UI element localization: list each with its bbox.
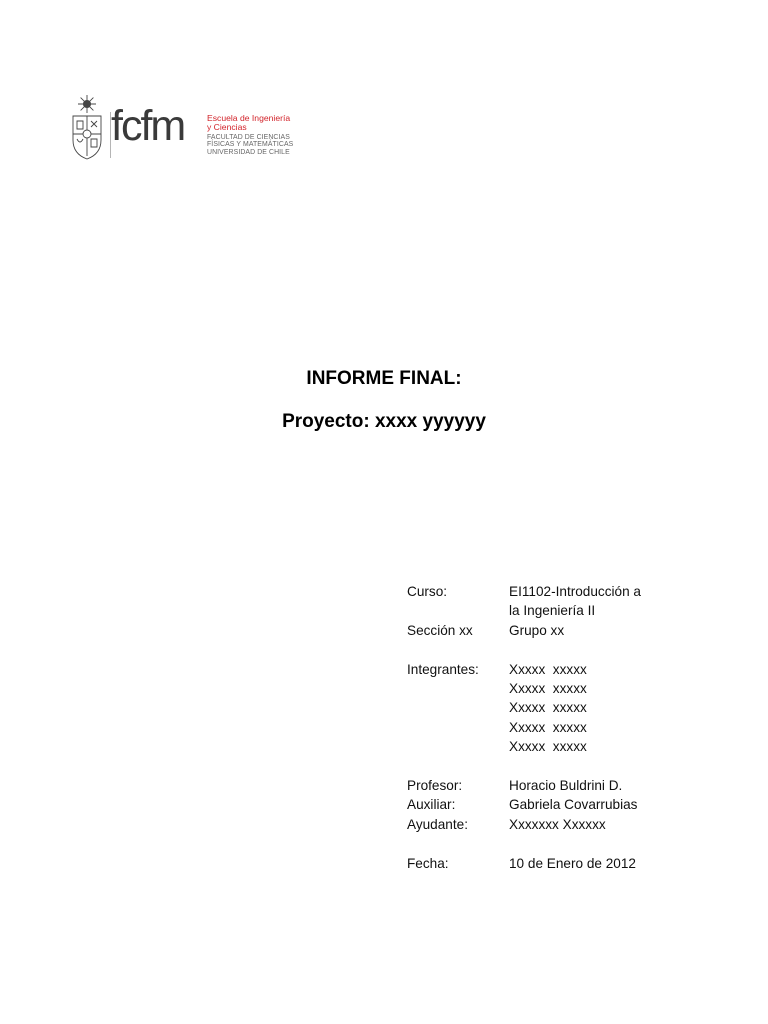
fecha-row (407, 854, 669, 873)
profesor-value: Horacio Buldrini D. (509, 778, 623, 794)
project-title: Proyecto: xxxx yyyyyy (282, 411, 486, 432)
curso-row (407, 582, 669, 601)
integrante-name: Xxxxx xxxxx (509, 700, 587, 716)
auxiliar-row (407, 795, 669, 814)
ayudante-label: Ayudante: (407, 816, 468, 832)
logo-faculty-text: FACULTAD DE CIENCIAS FÍSICAS Y MATEMÁTICAS UNIVERSIDAD DE CHILE (207, 134, 294, 156)
curso-value-cont: la Ingeniería II (509, 603, 596, 619)
profesor-label: Profesor: (407, 778, 463, 794)
university-crest-icon (70, 94, 104, 160)
fcfm-logo (70, 94, 300, 166)
curso-row-cont (407, 601, 669, 620)
integrante-name: Xxxxx xxxxx (509, 681, 587, 697)
fcfm-wordmark: fcfm (111, 102, 185, 150)
seccion-row (407, 621, 669, 640)
seccion-label: Sección xx (407, 622, 473, 638)
cover-details (407, 582, 669, 873)
curso-label: Curso: (407, 584, 448, 599)
integrantes-row (407, 660, 669, 679)
fecha-label: Fecha: (407, 855, 449, 871)
fecha-value: 10 de Enero de 2012 (509, 855, 636, 871)
integrantes-label: Integrantes: (407, 661, 479, 677)
auxiliar-value: Gabriela Covarrubias (509, 797, 638, 813)
auxiliar-label: Auxiliar: (407, 797, 456, 813)
logo-school-text: Escuela de Ingeniería y Ciencias (207, 113, 291, 132)
grupo-value: Grupo xx (509, 622, 565, 638)
ayudante-row (407, 815, 669, 834)
curso-value: EI1102-Introducción a (509, 584, 641, 599)
integrante-name: Xxxxx xxxxx (509, 719, 587, 735)
ayudante-value: Xxxxxxx Xxxxxx (509, 816, 606, 832)
report-title: INFORME FINAL: (306, 368, 462, 389)
integrante-name: Xxxxx xxxxx (509, 739, 587, 755)
integrante-name: Xxxxx xxxxx (509, 661, 587, 677)
profesor-row (407, 776, 669, 795)
